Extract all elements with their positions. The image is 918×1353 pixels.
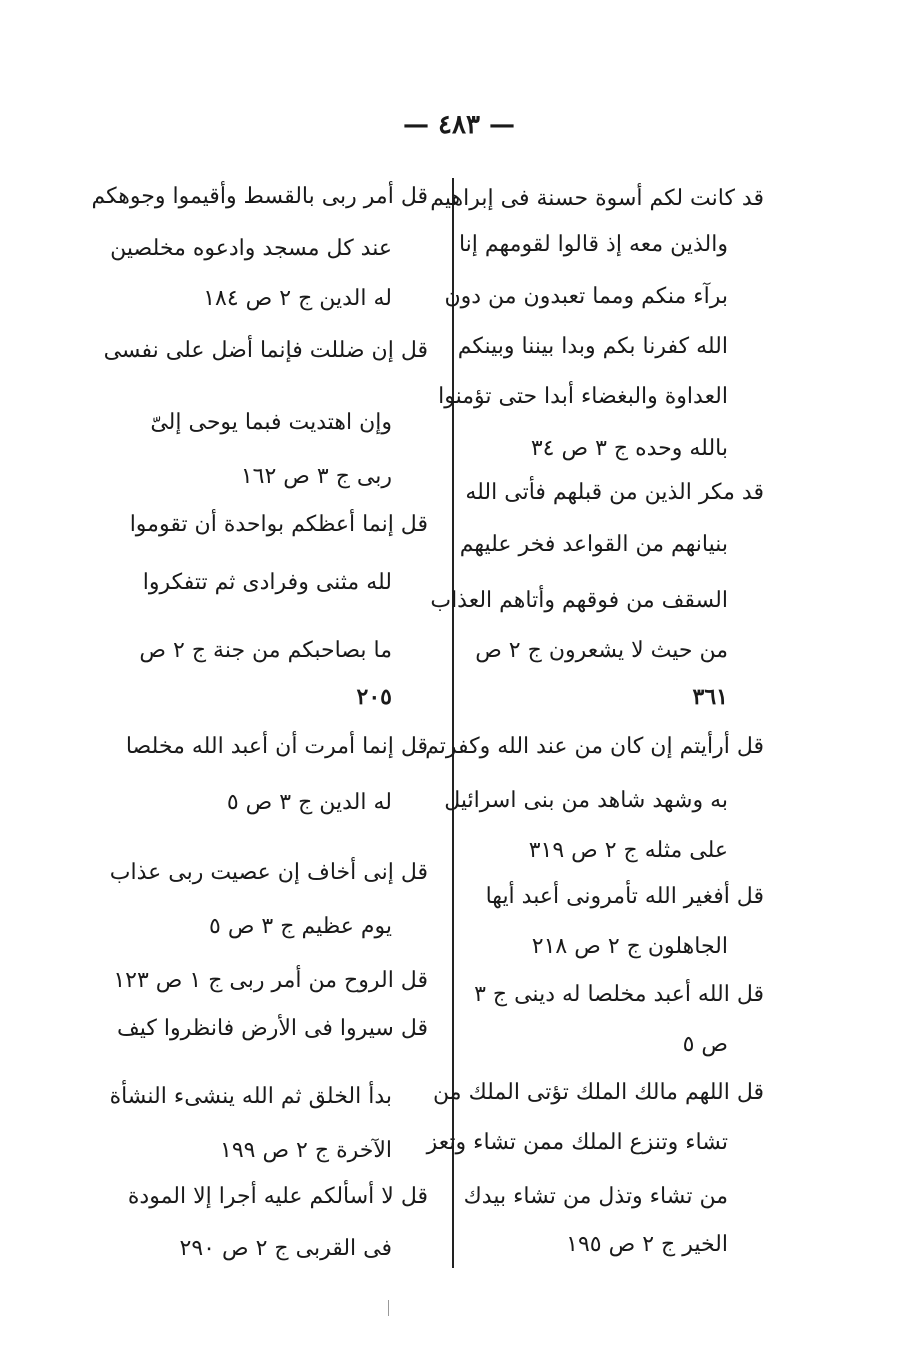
- right-line-17: قل الله أعبد مخلصا له دينى ج ٣: [474, 982, 764, 1007]
- right-line-15: قل أفغير الله تأمرونى أعبد أيها: [485, 884, 764, 909]
- right-line-13: به وشهد شاهد من بنى اسرائيل: [444, 788, 728, 813]
- right-line-11: ٣٦١: [692, 684, 728, 710]
- left-line-4: قل إن ضللت فإنما أضل على نفسى: [103, 338, 428, 363]
- right-line-5: العداوة والبغضاء أبدا حتى تؤمنوا: [438, 384, 728, 409]
- left-line-10: ٢٠٥: [356, 684, 392, 710]
- left-line-16: قل سيروا فى الأرض فانظروا كيف: [117, 1016, 428, 1041]
- left-line-13: قل إنى أخاف إن عصيت ربى عذاب: [109, 860, 428, 885]
- right-line-1: قد كانت لكم أسوة حسنة فى إبراهيم: [430, 186, 764, 211]
- right-line-2: والذين معه إذ قالوا لقومهم إنا: [458, 232, 728, 257]
- right-line-20: تشاء وتنزع الملك ممن تشاء وتعز: [426, 1130, 728, 1155]
- left-line-20: فى القربى ج ٢ ص ٢٩٠: [179, 1236, 392, 1261]
- right-line-9: السقف من فوقهم وأتاهم العذاب: [430, 588, 728, 613]
- right-line-21: من تشاء وتذل من تشاء بيدك: [463, 1184, 728, 1209]
- page-number: — ٤٨٣ —: [402, 110, 516, 140]
- left-line-8: لله مثنى وفرادى ثم تتفكروا: [142, 570, 392, 595]
- left-line-2: عند كل مسجد وادعوه مخلصين: [110, 236, 392, 261]
- right-line-4: الله كفرنا بكم وبدا بيننا وبينكم: [457, 334, 728, 359]
- left-line-14: يوم عظيم ج ٣ ص ٥: [209, 914, 392, 939]
- left-line-19: قل لا أسألكم عليه أجرا إلا المودة: [127, 1184, 428, 1209]
- right-line-3: برآء منكم ومما تعبدون من دون: [444, 284, 728, 309]
- left-line-1: قل أمر ربى بالقسط وأقيموا وجوهكم: [91, 184, 428, 209]
- right-line-10: من حيث لا يشعرون ج ٢ ص: [475, 638, 728, 663]
- left-line-3: له الدين ج ٢ ص ١٨٤: [203, 286, 392, 311]
- right-line-16: الجاهلون ج ٢ ص ٢١٨: [531, 934, 728, 959]
- right-line-8: بنيانهم من القواعد فخر عليهم: [459, 532, 728, 557]
- right-line-19: قل اللهم مالك الملك تؤتى الملك من: [433, 1080, 764, 1105]
- footer-mark: [388, 1300, 389, 1316]
- left-line-17: بدأ الخلق ثم الله ينشىء النشأة: [109, 1084, 392, 1109]
- right-line-12: قل أرأيتم إن كان من عند الله وكفرتم: [425, 734, 764, 759]
- right-line-7: قد مكر الذين من قبلهم فأتى الله: [465, 480, 764, 505]
- left-line-15: قل الروح من أمر ربى ج ١ ص ١٢٣: [113, 968, 428, 993]
- left-line-7: قل إنما أعظكم بواحدة أن تقوموا: [129, 512, 428, 537]
- right-line-6: بالله وحده ج ٣ ص ٣٤: [530, 436, 728, 461]
- left-line-18: الآخرة ج ٢ ص ١٩٩: [220, 1138, 392, 1163]
- right-line-22: الخير ج ٢ ص ١٩٥: [566, 1232, 728, 1257]
- left-line-12: له الدين ج ٣ ص ٥: [226, 790, 392, 815]
- left-line-6: ربى ج ٣ ص ١٦٢: [240, 464, 392, 489]
- left-line-11: قل إنما أمرت أن أعبد الله مخلصا: [125, 734, 428, 759]
- right-line-14: على مثله ج ٢ ص ٣١٩: [528, 838, 728, 863]
- left-line-9: ما بصاحبكم من جنة ج ٢ ص: [139, 638, 392, 663]
- right-line-18: ص ٥: [682, 1032, 728, 1057]
- left-line-5: وإن اهتديت فبما يوحى إلىّ: [150, 410, 392, 435]
